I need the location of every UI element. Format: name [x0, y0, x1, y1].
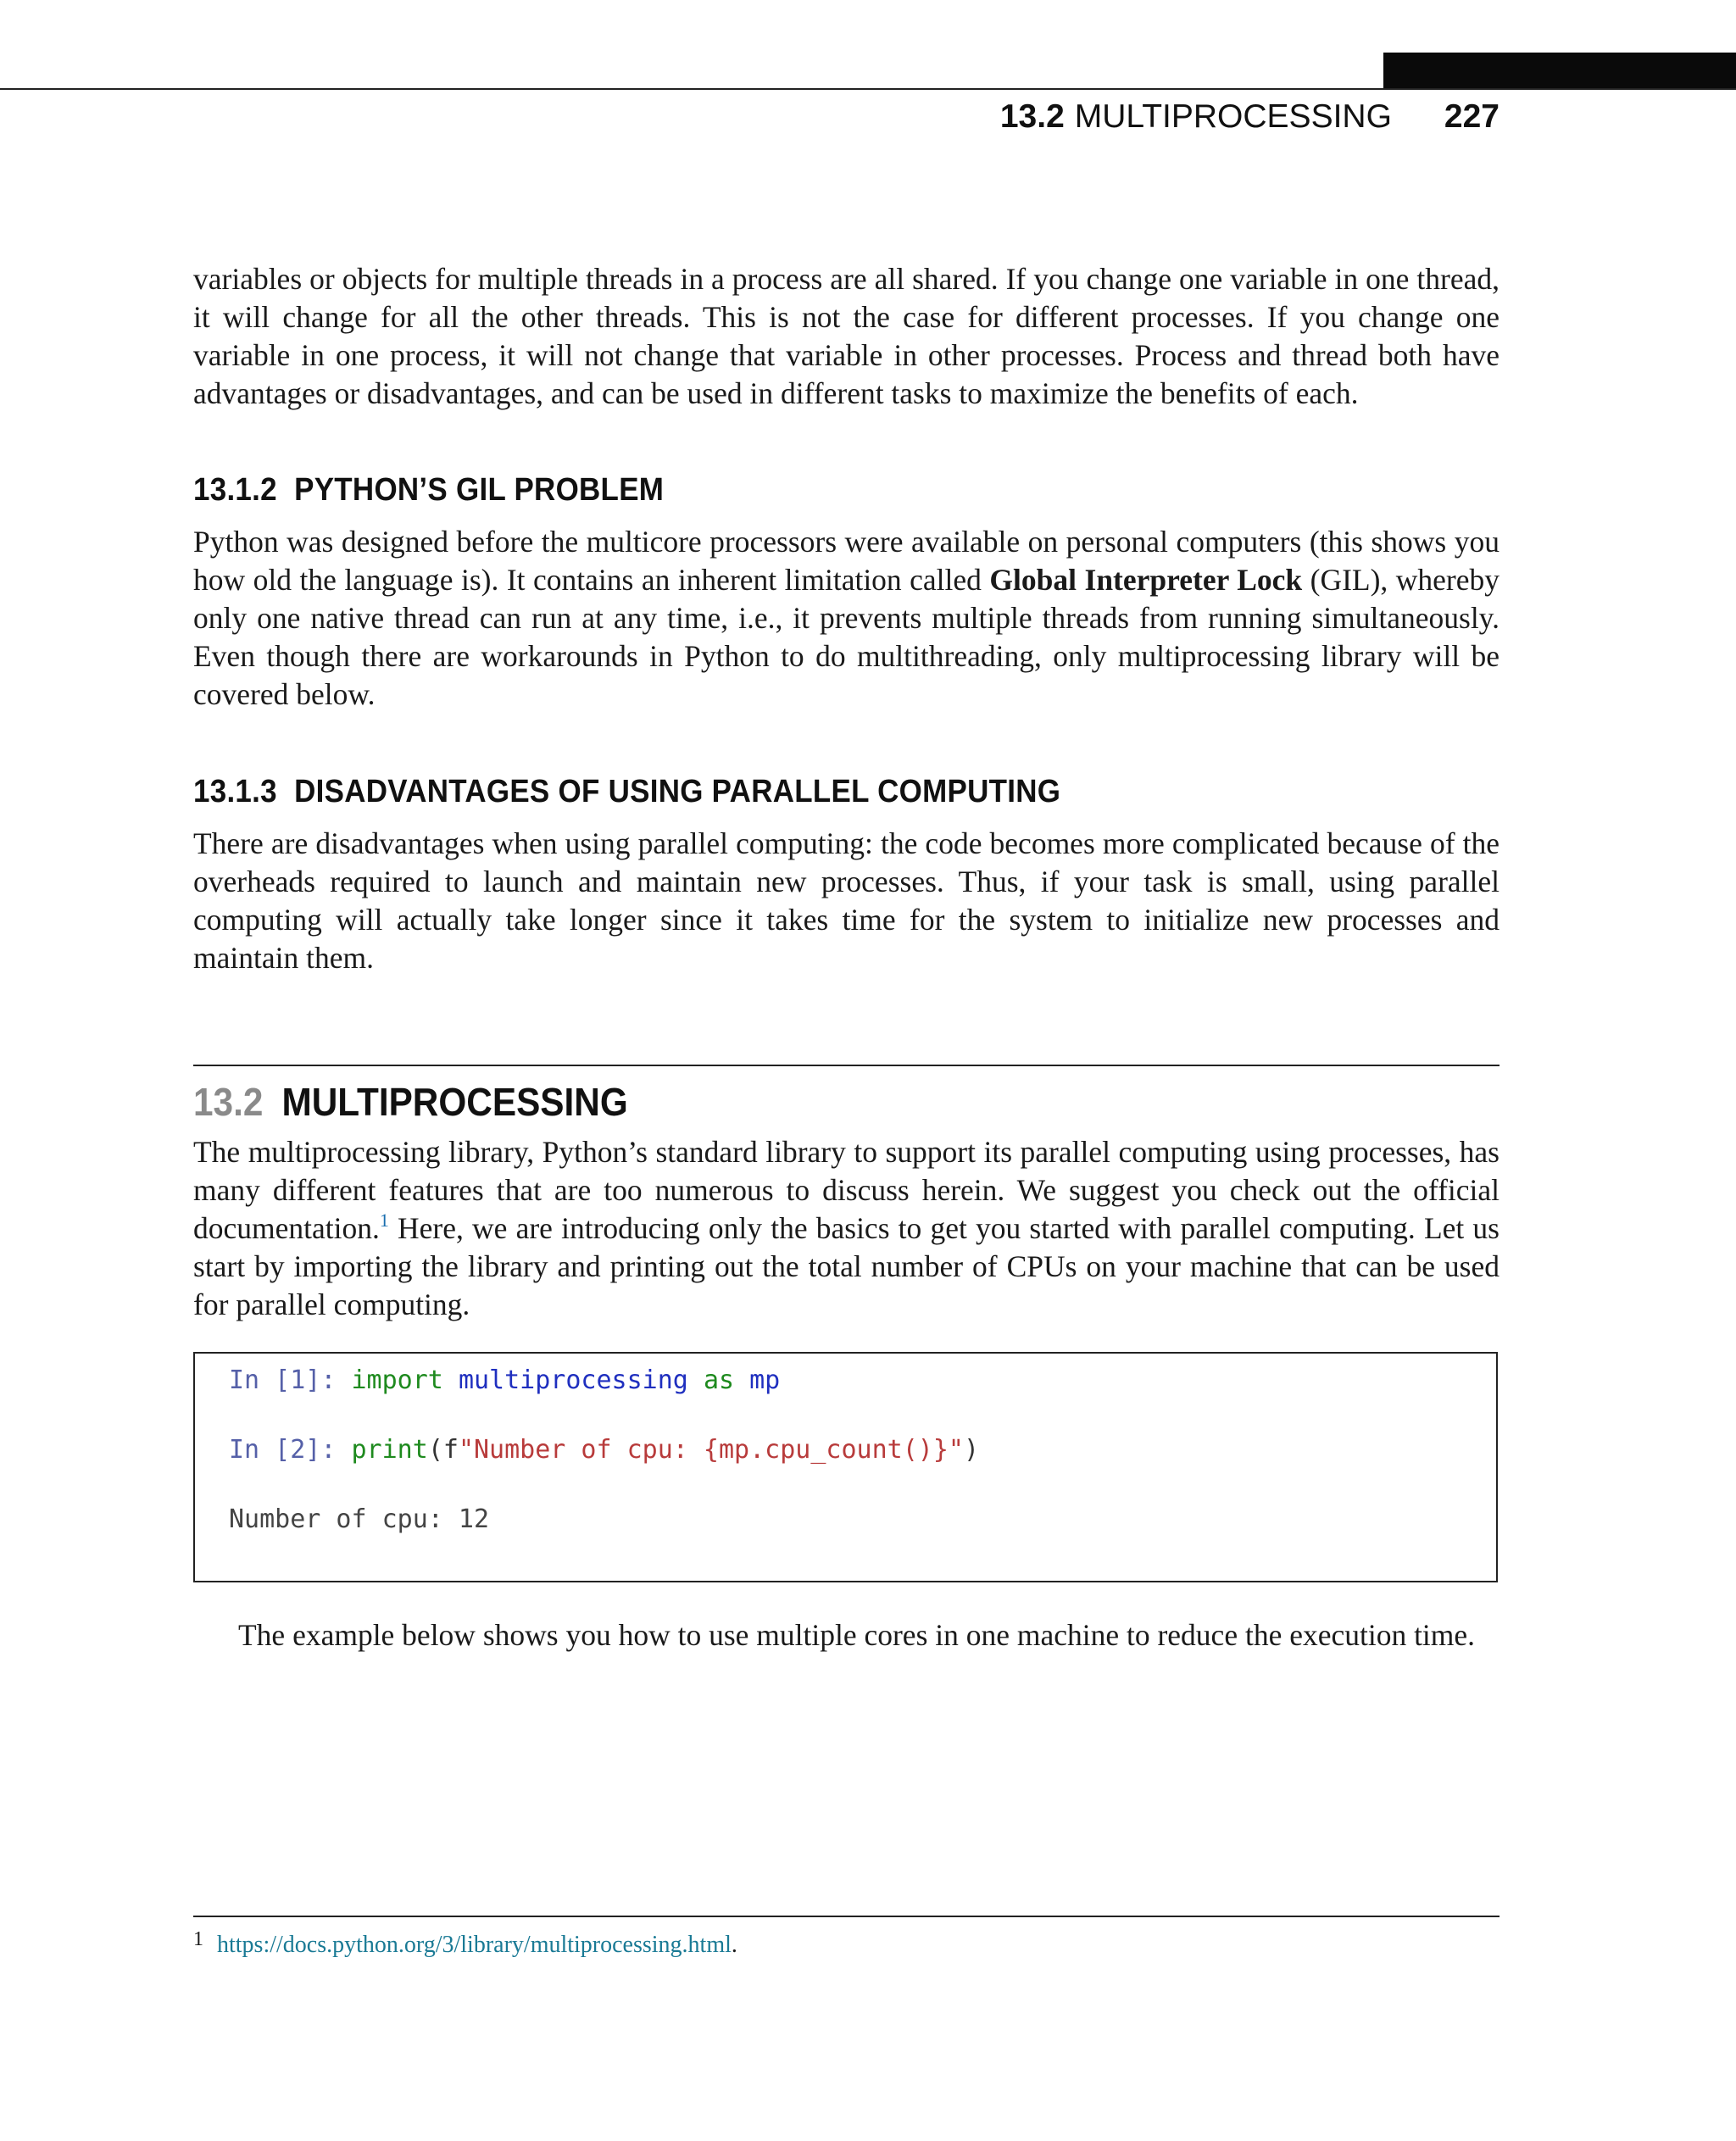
heading-number: 13.1.2	[193, 472, 277, 508]
closing-paragraph: The example below shows you how to use multiple cores in one machine to reduce the execution time.	[238, 1618, 1476, 1652]
code-paren-close: )	[963, 1435, 980, 1465]
gil-text-before: Python was designed before the multicore processors were available on personal computers (this shows you how old the language is). It contains an inherent limitation called	[193, 525, 1500, 597]
multiprocessing-block	[193, 1133, 1500, 1324]
footnote-reference[interactable]: 1	[379, 1210, 389, 1231]
disadvantages-paragraph: There are disadvantages when using parallel computing: the code becomes more complicated because of the overheads required to launch and maintain new processes. Thus, if your task is small, using parallel computing will actually take longer since it takes time for the system to initialize new processes and maintain them.	[193, 826, 1500, 975]
footnote-trailing: .	[731, 1932, 737, 1958]
mp-text-before: The multiprocessing library, Python’s standard library to support its parallel computing using processes, has many different features that are too numerous to discuss herein. We suggest you check out the official documentation.	[193, 1135, 1500, 1245]
section-number: 13.2	[193, 1080, 264, 1124]
code-paren-open: (f	[427, 1435, 459, 1465]
gil-block	[193, 523, 1500, 714]
gil-text-after: (GIL), whereby only one native thread can run at any time, i.e., it prevents multiple threads from running simultaneously. Even though there are workarounds in Python to do multithreading, only multiprocessing library will be covered below.	[193, 563, 1500, 711]
header-section-title: MULTIPROCESSING	[1074, 98, 1392, 135]
page-corner-tab	[1383, 53, 1736, 90]
module-name: multiprocessing	[458, 1365, 688, 1395]
builtin-print: print	[351, 1435, 428, 1465]
page-number: 227	[1444, 98, 1500, 135]
multiprocessing-paragraph	[193, 1133, 1500, 1324]
prompt-in2: In [2]:	[229, 1435, 337, 1465]
heading-13-1-2	[193, 470, 664, 510]
keyword-import: import	[351, 1365, 443, 1395]
heading-13-1-3	[193, 771, 1060, 812]
heading-number: 13.1.3	[193, 774, 277, 809]
footnote	[193, 1924, 737, 1960]
prompt-in1: In [1]:	[229, 1365, 337, 1395]
gil-paragraph	[193, 523, 1500, 714]
heading-13-2	[193, 1076, 628, 1127]
intro-block	[193, 260, 1500, 413]
mp-text-after: Here, we are introducing only the basics to get you started with parallel computing. Let us start by importing the library and printing out the total number of CPUs on your machine that can be used for parallel computing.	[193, 1211, 1500, 1321]
section-title: MULTIPROCESSING	[281, 1080, 628, 1124]
keyword-as: as	[703, 1365, 735, 1395]
heading-title: DISADVANTAGES OF USING PARALLEL COMPUTING	[294, 774, 1061, 809]
header-rule	[0, 88, 1736, 90]
heading-title: PYTHON’S GIL PROBLEM	[294, 472, 665, 508]
closing-block	[193, 1616, 1500, 1654]
running-header	[1000, 95, 1500, 139]
intro-paragraph: variables or objects for multiple threads in a process are all shared. If you change one variable in one thread, it will change for all the other threads. This is not the case for different processes. If you change one variable in one process, it will not change that variable in other processes. Process and thread both have advantages or disadvantages, and can be used in different tasks to maximize the benefits of each.	[193, 262, 1500, 410]
module-alias: mp	[749, 1365, 781, 1395]
code-string: "Number of cpu: {mp.cpu_count()}"	[458, 1435, 964, 1465]
section-rule	[193, 1065, 1500, 1066]
disadvantages-block	[193, 825, 1500, 977]
code-line-in2	[229, 1433, 979, 1467]
footnote-link[interactable]: https://docs.python.org/3/library/multiprocessing.html	[217, 1932, 732, 1958]
code-line-in1	[229, 1364, 780, 1398]
gil-bold-term: Global Interpreter Lock	[989, 563, 1303, 597]
footnote-mark: 1	[193, 1928, 203, 1950]
header-section-number: 13.2	[999, 98, 1065, 135]
footnote-rule	[193, 1916, 1500, 1917]
code-output: Number of cpu: 12	[229, 1504, 490, 1534]
code-block	[193, 1352, 1498, 1582]
